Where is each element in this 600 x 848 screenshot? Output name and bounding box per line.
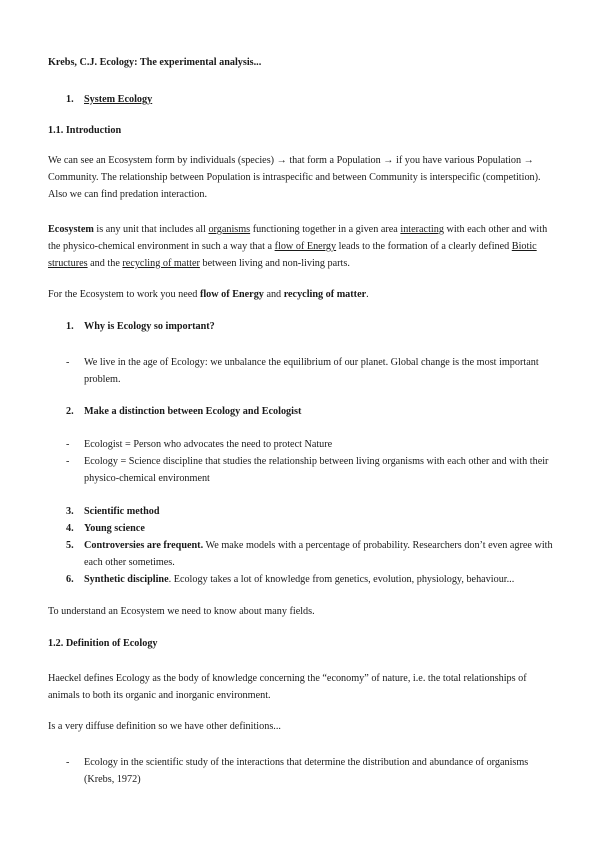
bullet-krebs-definition <box>66 754 554 788</box>
list-item-synthetic-discipline <box>66 571 554 588</box>
list-number: 3. <box>66 506 74 517</box>
bullet-age-of-ecology <box>66 354 554 388</box>
text-run: functioning together in a given area <box>250 224 401 235</box>
list-item-text: . Ecology takes a lot of knowledge from genetics, evolution, physiology, behaviour... <box>168 574 515 585</box>
bullet-dash: - <box>66 357 70 368</box>
list-number: 1. <box>66 321 74 332</box>
term-recycling-of-matter: recycling of matter <box>122 258 200 269</box>
document-header: Krebs, C.J. Ecology: The experimental analysis... <box>48 57 262 68</box>
list-number: 5. <box>66 540 74 551</box>
ecosystem-definition-paragraph <box>48 221 554 272</box>
bullet-dash: - <box>66 757 70 768</box>
text-run: and <box>263 289 284 300</box>
subsection-heading-1-2: 1.2. Definition of Ecology <box>48 638 158 649</box>
list-number: 4. <box>66 523 74 534</box>
term-recycling-of-matter: recycling of matter <box>283 289 367 300</box>
bullet-dash: - <box>66 456 70 467</box>
bullet-ecologist <box>66 436 554 453</box>
section-title: System Ecology <box>84 94 153 105</box>
bullet-text: We live in the age of Ecology: we unbalance the equilibrium of our planet. Global change is the most important problem. <box>84 357 539 385</box>
text-run: is any unit that includes all <box>93 224 209 235</box>
bullet-text: Ecology in the scientific study of the interactions that determine the distribution and abundance of organisms (Krebs, 1972) <box>84 757 529 785</box>
list-item-why-important <box>66 318 554 335</box>
text-run: . <box>366 289 369 300</box>
list-item-controversies <box>66 537 554 571</box>
list-item-text: We make models with a percentage of probability. Researchers don’t even agree with each other sometimes. <box>84 540 553 568</box>
list-item-scientific-method <box>66 503 554 520</box>
subsection-heading-1-1: 1.1. Introduction <box>48 125 122 136</box>
list-item-text: Make a distinction between Ecology and Ecologist <box>84 406 302 417</box>
term-interacting: interacting <box>400 224 444 235</box>
text-run: leads to the formation of a clearly defined <box>336 241 512 252</box>
term-flow-of-energy: flow of Energy <box>199 289 264 300</box>
section-heading-1 <box>66 91 572 108</box>
list-item-young-science <box>66 520 554 537</box>
list-number: 2. <box>66 406 74 417</box>
text-run: between living and non-living parts. <box>199 258 350 269</box>
haeckel-paragraph: Haeckel defines Ecology as the body of knowledge concerning the “economy” of nature, i.e. the total relationships of animals to both its organic and inorganic environment. <box>48 673 527 701</box>
text-run: with each other and with the physico-chemical environment in such a way that a <box>48 224 548 252</box>
list-number: 6. <box>66 574 74 585</box>
list-item-text: Why is Ecology so important? <box>84 321 215 332</box>
list-item-bold-text: Controversies are frequent. <box>84 540 204 551</box>
term-ecosystem: Ecosystem <box>48 224 94 235</box>
bullet-ecology <box>66 453 554 487</box>
text-run: For the Ecosystem to work you need <box>48 289 200 300</box>
list-item-distinction <box>66 403 554 420</box>
list-item-bold-text: Synthetic discipline <box>84 574 169 585</box>
bullet-text: Ecologist = Person who advocates the need to protect Nature <box>84 439 333 450</box>
list-item-text: Young science <box>84 523 145 534</box>
ecosystem-needs-paragraph <box>48 286 554 303</box>
term-organisms: organisms <box>208 224 251 235</box>
term-biotic-structures: Biotic structures <box>48 241 537 269</box>
term-flow-of-energy: flow of Energy <box>274 241 337 252</box>
bullet-dash: - <box>66 439 70 450</box>
many-fields-paragraph: To understand an Ecosystem we need to know about many fields. <box>48 606 315 617</box>
intro-paragraph: We can see an Ecosystem form by individuals (species) → that form a Population → if you have various Population → Community. The relationship between Population is intraspecific and between Community is interspecific (competition). Also we can find predation interaction. <box>48 155 541 200</box>
diffuse-definition-paragraph: Is a very diffuse definition so we have other definitions... <box>48 721 281 732</box>
text-run: and the <box>87 258 123 269</box>
bullet-text: Ecology = Science discipline that studies the relationship between living organisms with each other and with their physico-chemical environment <box>84 456 549 484</box>
section-number: 1. <box>66 94 74 105</box>
list-item-text: Scientific method <box>84 506 160 517</box>
